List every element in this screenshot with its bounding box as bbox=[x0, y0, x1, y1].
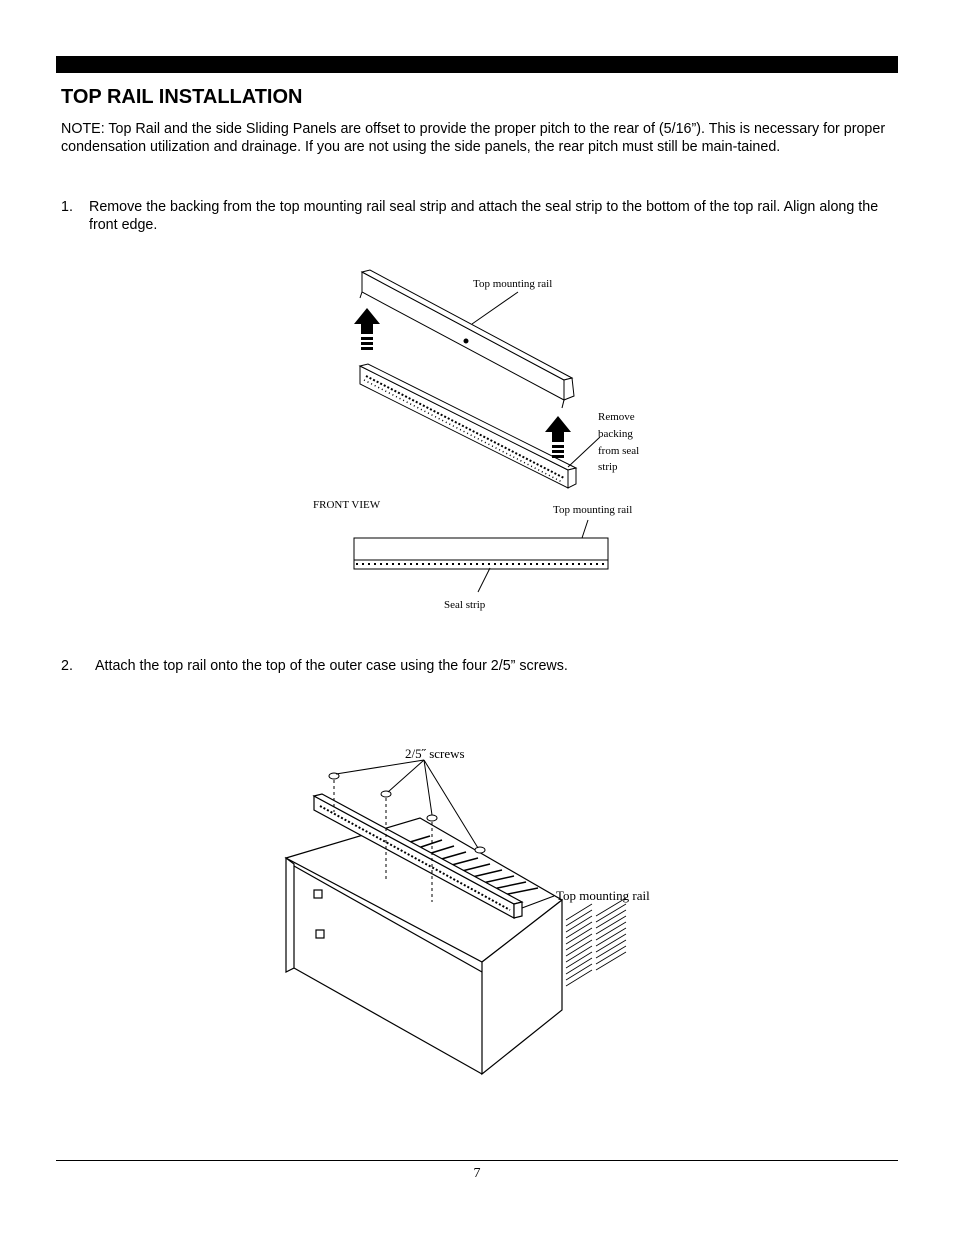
label-screws: 2/5˝ screws bbox=[405, 746, 465, 761]
label-top-rail: Top mounting rail bbox=[473, 278, 553, 290]
label-front-view: FRONT VIEW bbox=[313, 499, 381, 511]
step-2 bbox=[61, 657, 897, 677]
figure-rail-on-case bbox=[270, 740, 670, 1080]
footer-rule bbox=[56, 1160, 898, 1161]
page-title: TOP RAIL INSTALLATION bbox=[61, 86, 303, 108]
outer-case-drawing bbox=[286, 818, 626, 1074]
figure-seal-strip bbox=[300, 262, 660, 617]
step-1-text: Remove the backing from the top mounting rail seal strip and attach the seal strip to the bottom of the top rail. Align along the front edge. bbox=[89, 199, 879, 233]
screw-icon bbox=[475, 847, 485, 853]
step-2-number: 2. bbox=[61, 658, 73, 674]
page-number: 7 bbox=[473, 1166, 481, 1181]
up-arrow-icon bbox=[354, 308, 380, 350]
label-seal-strip: Seal strip bbox=[444, 599, 486, 611]
step-2-text: Attach the top rail onto the top of the outer case using the four 2/5” screws. bbox=[95, 658, 568, 674]
label-remove-1: Remove bbox=[598, 411, 635, 423]
label-remove-2: backing bbox=[598, 428, 633, 440]
step-1 bbox=[61, 198, 897, 238]
label-front-rail: Top mounting rail bbox=[553, 504, 633, 516]
header-bar bbox=[56, 56, 898, 73]
up-arrow-icon bbox=[545, 416, 571, 458]
label-rail: Top mounting rail bbox=[556, 888, 650, 903]
front-view-drawing bbox=[354, 520, 608, 592]
step-1-number: 1. bbox=[61, 199, 73, 215]
note-paragraph: NOTE: Top Rail and the side Sliding Panels are offset to provide the proper pitch to the rear of (5/16”). This is necessary for proper condensation utilization and drainage. If you are not using the side panels, the rear pitch must still be main-tained. bbox=[61, 121, 886, 155]
label-remove-3: from seal bbox=[598, 445, 640, 457]
label-remove-4: strip bbox=[598, 461, 618, 473]
